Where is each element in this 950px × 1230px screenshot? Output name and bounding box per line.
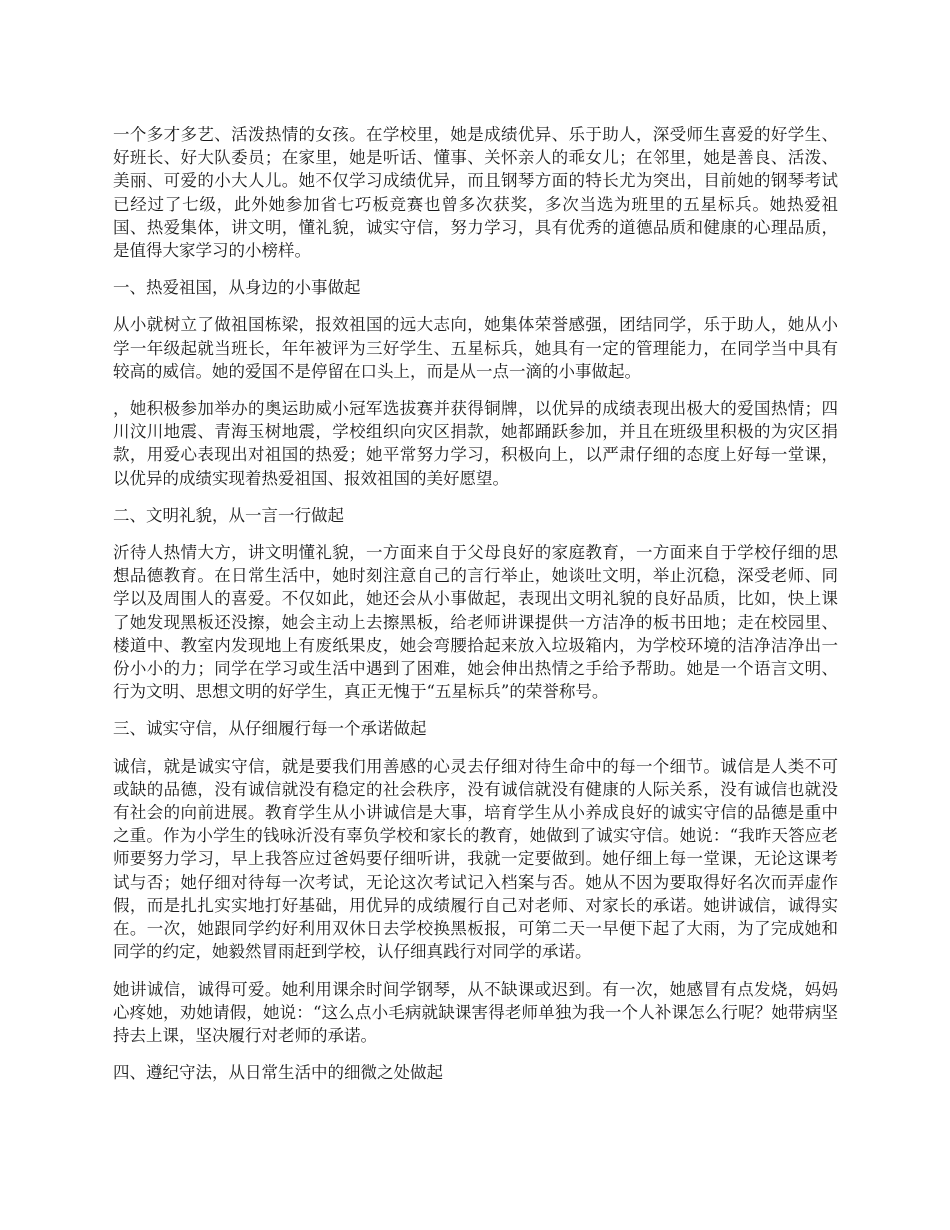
section-heading-discipline: 四、遵纪守法，从日常生活中的细微之处做起 [113,1063,443,1083]
intro-paragraph: 一个多才多艺、活泼热情的女孩。在学校里，她是成绩优异、乐于助人，深受师生喜爱的好学生、好班长、好大队委员；在家里，她是听话、懂事、关怀亲人的乖女儿；在邻里，她是善良、活泼、美丽、可爱的小大人儿。她不仅学习成绩优异，而且钢琴方面的特长尤为突出，目前她的钢琴考试已经过了七级，此外她参加省七巧板竞赛也曾多次获奖，多次当选为班里的五星标兵。她热爱祖国、热爱集体，讲文明，懂礼貌，诚实守信，努力学习，具有优秀的道德品质和健康的心理品质，是值得大家学习的小榜样。 [113,125,838,261]
patriotism-paragraph-2: ，她积极参加举办的奥运助威小冠军选拔赛并获得铜牌，以优异的成绩表现出极大的爱国热情；四川汶川地震、青海玉树地震，学校组织向灾区捐款，她都踊跃参加，并且在班级里积极的为灾区捐款，用爱心表现出对祖国的热爱；她平常努力学习，积极向上，以严肃仔细的态度上好每一堂课，以优异的成绩实现着热爱祖国、报效祖国的美好愿望。 [113,399,838,488]
courtesy-paragraph: 沂待人热情大方，讲文明懂礼貌，一方面来自于父母良好的家庭教育，一方面来自于学校仔细的思想品德教育。在日常生活中，她时刻注意自己的言行举止，她谈吐文明，举止沉稳，深受老师、同学以及周围人的喜爱。不仅如此，她还会从小事做起，表现出文明礼貌的良好品质，比如，快上课了她发现黑板还没擦，她会主动上去擦黑板，给老师讲课提供一方洁净的板书田地；走在校园里、楼道中、教室内发现地上有废纸果皮，她会弯腰拾起来放入垃圾箱内，为学校环境的洁净洁净出一份小小的力；同学在学习或生活中遇到了困难，她会伸出热情之手给予帮助。她是一个语言文明、行为文明、思想文明的好学生，真正无愧于“五星标兵”的荣誉称号。 [113,543,838,702]
section-heading-honesty: 三、诚实守信，从仔细履行每一个承诺做起 [113,719,427,739]
honesty-paragraph-2: 她讲诚信，诚得可爱。她利用课余时间学钢琴，从不缺课或迟到。有一次，她感冒有点发烧，妈妈心疼她，劝她请假，她说：“这么点小毛病就缺课害得老师单独为我一个人补课怎么行呢？她带病坚持去上课，坚决履行对老师的承诺。 [113,979,838,1045]
document-page [113,123,838,1098]
section-heading-patriotism: 一、热爱祖国，从身边的小事做起 [113,278,361,298]
honesty-paragraph-1: 诚信，就是诚实守信，就是要我们用善感的心灵去仔细对待生命中的每一个细节。诚信是人类不可或缺的品德，没有诚信就没有稳定的社会秩序，没有诚信就没有健康的人际关系，没有诚信也就没有社会的向前进展。教育学生从小讲诚信是大事，培育学生从小养成良好的诚实守信的品德是重中之重。作为小学生的钱咏沂没有辜负学校和家长的教育，她做到了诚实守信。她说：“我昨天答应老师要努力学习，早上我答应过爸妈要仔细听讲，我就一定要做到。她仔细上每一堂课，无论这课考试与否；她仔细对待每一次考试，无论这次考试记入档案与否。她从不因为要取得好名次而弄虚作假，而是扎扎实实地打好基础，用优异的成绩履行自己对老师、对家长的承诺。她讲诚信，诚得实在。一次，她跟同学约好利用双休日去学校换黑板报，可第二天一早便下起了大雨，为了完成她和同学的约定，她毅然冒雨赶到学校，认仔细真践行对同学的承诺。 [113,756,838,962]
patriotism-paragraph-1: 从小就树立了做祖国栋梁，报效祖国的远大志向，她集体荣誉感强，团结同学，乐于助人，她从小学一年级起就当班长，年年被评为三好学生、五星标兵，她具有一定的管理能力，在同学当中具有较高的威信。她的爱国不是停留在口头上，而是从一点一滴的小事做起。 [113,315,838,381]
section-heading-courtesy: 二、文明礼貌，从一言一行做起 [113,505,344,525]
